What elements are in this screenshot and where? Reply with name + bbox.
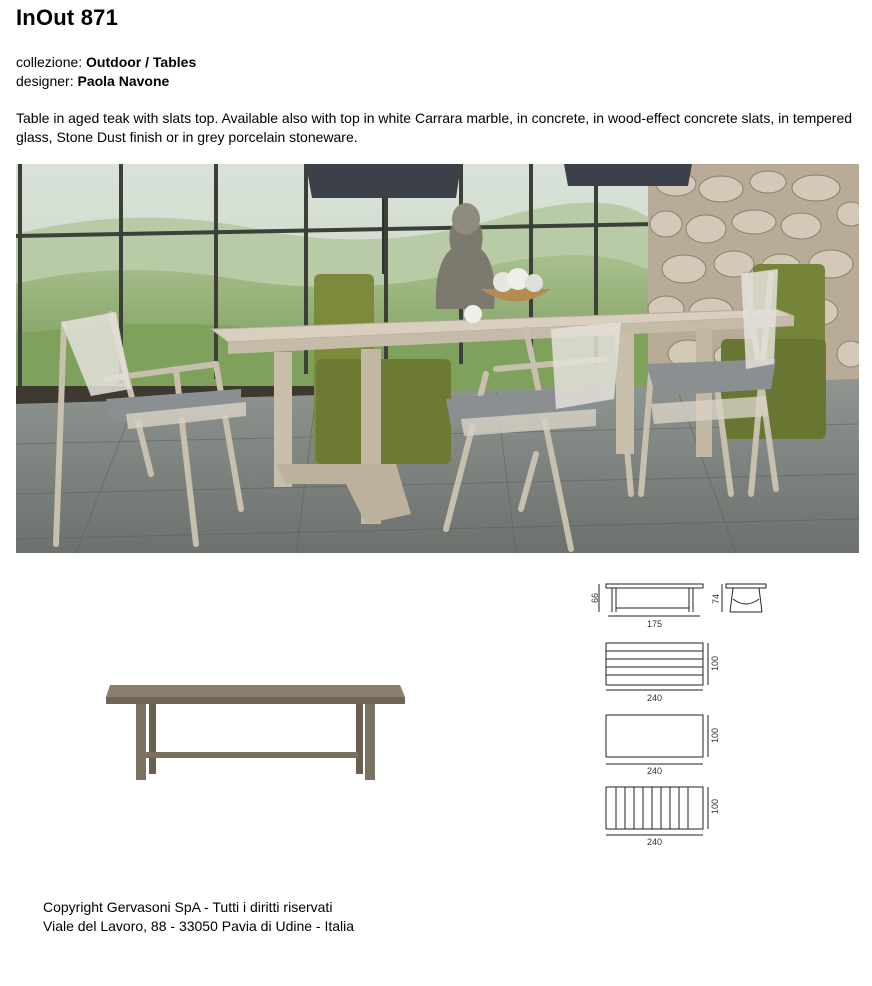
dim-top2-width: 240 (647, 766, 663, 776)
dim-side-height: 66 (590, 592, 600, 603)
designer-line (16, 72, 169, 90)
collection-value: Outdoor / Tables (86, 54, 197, 70)
dim-end-height: 74 (711, 593, 721, 604)
ambient-photo (16, 164, 859, 553)
dim-side-width: 175 (647, 619, 663, 629)
designer-label: designer: (16, 73, 78, 89)
footer (43, 898, 354, 936)
side-view-top (606, 584, 703, 588)
address-text: Viale del Lavoro, 88 - 33050 Pavia di Udine - Italia (43, 918, 355, 934)
dim-top1-depth: 100 (710, 655, 720, 671)
collection-line (16, 53, 196, 71)
collection-label: collezione: (16, 54, 87, 70)
product-title: InOut 871 (16, 5, 119, 30)
dim-top3-depth: 100 (710, 798, 720, 814)
copyright-text: Copyright Gervasoni SpA - Tutti i diritti riservati (43, 899, 333, 915)
designer-value: Paola Navone (77, 73, 170, 89)
dim-top1-width: 240 (647, 693, 663, 703)
dim-top3-width: 240 (647, 837, 663, 847)
dim-top2-depth: 100 (710, 727, 720, 743)
product-image (100, 680, 412, 790)
dimension-drawings (585, 575, 785, 855)
product-description: Table in aged teak with slats top. Available also with top in white Carrara marble, in concrete, in wood-effect concrete slats, in tempered glass, Stone Dust finish or in grey porcelain stoneware. (16, 110, 853, 145)
